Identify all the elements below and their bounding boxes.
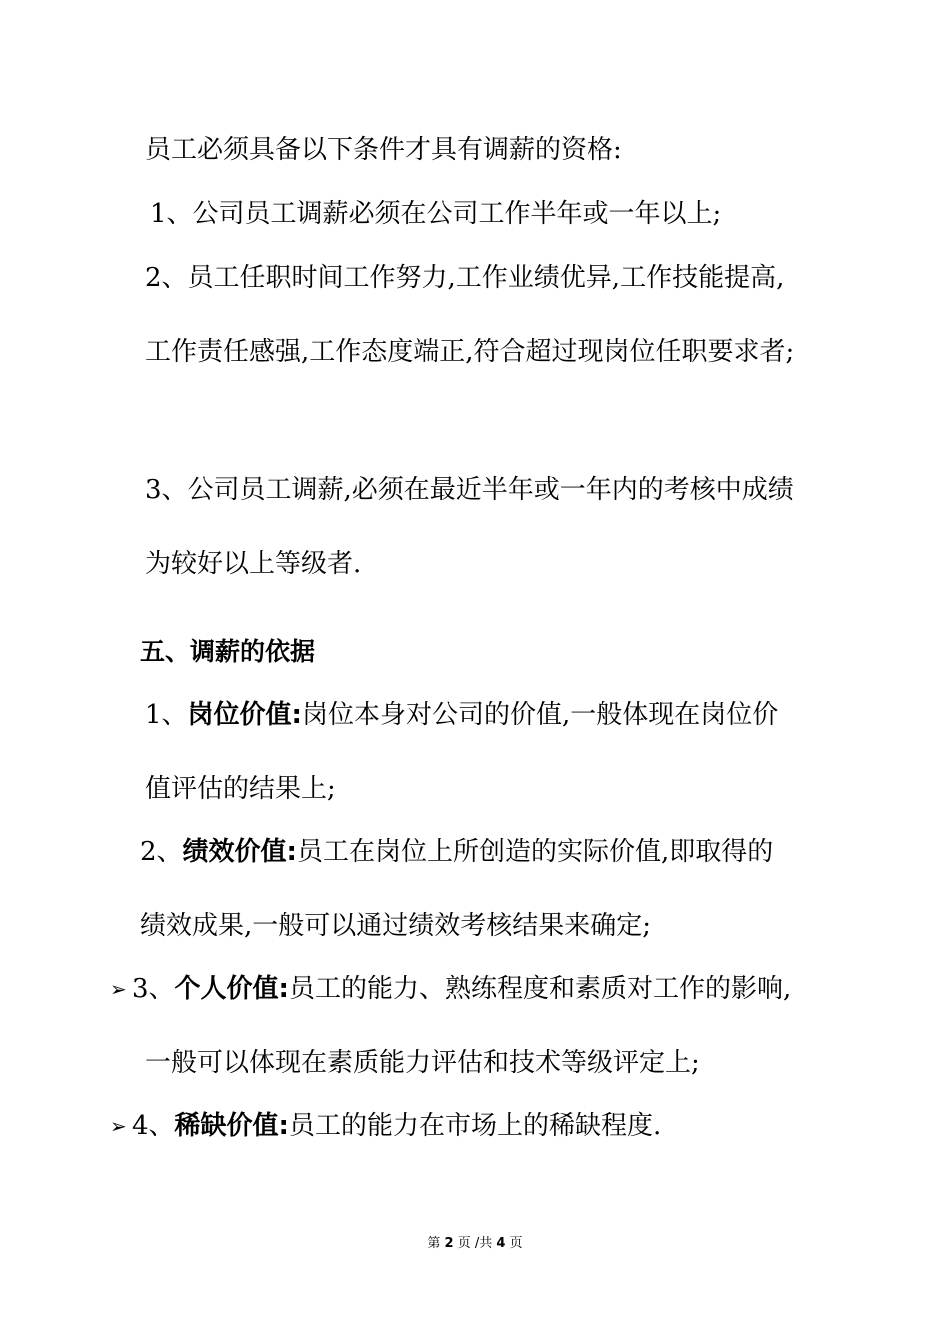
condition-1: 1、公司员工调薪必须在公司工作半年或一年以上;	[150, 199, 722, 229]
basis-item-4	[110, 1110, 661, 1142]
basis-item-3-term: 个人价值:	[174, 974, 289, 1004]
basis-item-1-number: 1、	[145, 700, 188, 730]
basis-item-1	[145, 699, 778, 731]
basis-item-4-text: 员工的能力在市场上的稀缺程度.	[288, 1111, 662, 1141]
footer-middle: 页 /共	[457, 1236, 493, 1251]
arrow-bullet-icon: ➢	[110, 977, 127, 1001]
basis-item-4-number: 4、	[132, 1111, 175, 1141]
basis-item-2-continuation: 绩效成果,一般可以通过绩效考核结果来确定;	[140, 911, 652, 941]
basis-item-2-term: 绩效价值:	[182, 837, 297, 867]
basis-item-1-text: 岗位本身对公司的价值,一般体现在岗位价	[301, 700, 779, 730]
arrow-bullet-icon: ➢	[110, 1114, 127, 1138]
basis-item-2-text: 员工在岗位上所创造的实际价值,即取得的	[296, 837, 774, 867]
basis-item-2	[140, 836, 773, 868]
intro-paragraph: 员工必须具备以下条件才具有调薪的资格:	[145, 135, 622, 165]
basis-item-4-term: 稀缺价值:	[174, 1111, 289, 1141]
basis-item-2-number: 2、	[140, 837, 183, 867]
basis-item-3-number: 3、	[132, 974, 175, 1004]
footer-total-pages: 4	[496, 1236, 506, 1251]
condition-3-line-2: 为较好以上等级者.	[145, 549, 362, 579]
footer-prefix: 第	[427, 1236, 441, 1251]
basis-item-3	[110, 973, 791, 1005]
page-footer	[0, 1232, 950, 1251]
basis-item-1-term: 岗位价值:	[187, 700, 302, 730]
condition-2-line-1: 2、员工任职时间工作努力,工作业绩优异,工作技能提高,	[145, 263, 785, 293]
footer-current-page: 2	[444, 1236, 454, 1251]
basis-item-3-continuation: 一般可以体现在素质能力评估和技术等级评定上;	[145, 1048, 700, 1078]
section-heading: 五、调薪的依据	[140, 637, 316, 666]
condition-3-line-1: 3、公司员工调薪,必须在最近半年或一年内的考核中成绩	[145, 475, 794, 505]
basis-item-1-continuation: 值评估的结果上;	[145, 774, 336, 804]
footer-suffix: 页	[509, 1236, 523, 1251]
condition-2-line-2: 工作责任感强,工作态度端正,符合超过现岗位任职要求者;	[145, 337, 795, 367]
basis-item-3-text: 员工的能力、熟练程度和素质对工作的影响,	[288, 974, 792, 1004]
